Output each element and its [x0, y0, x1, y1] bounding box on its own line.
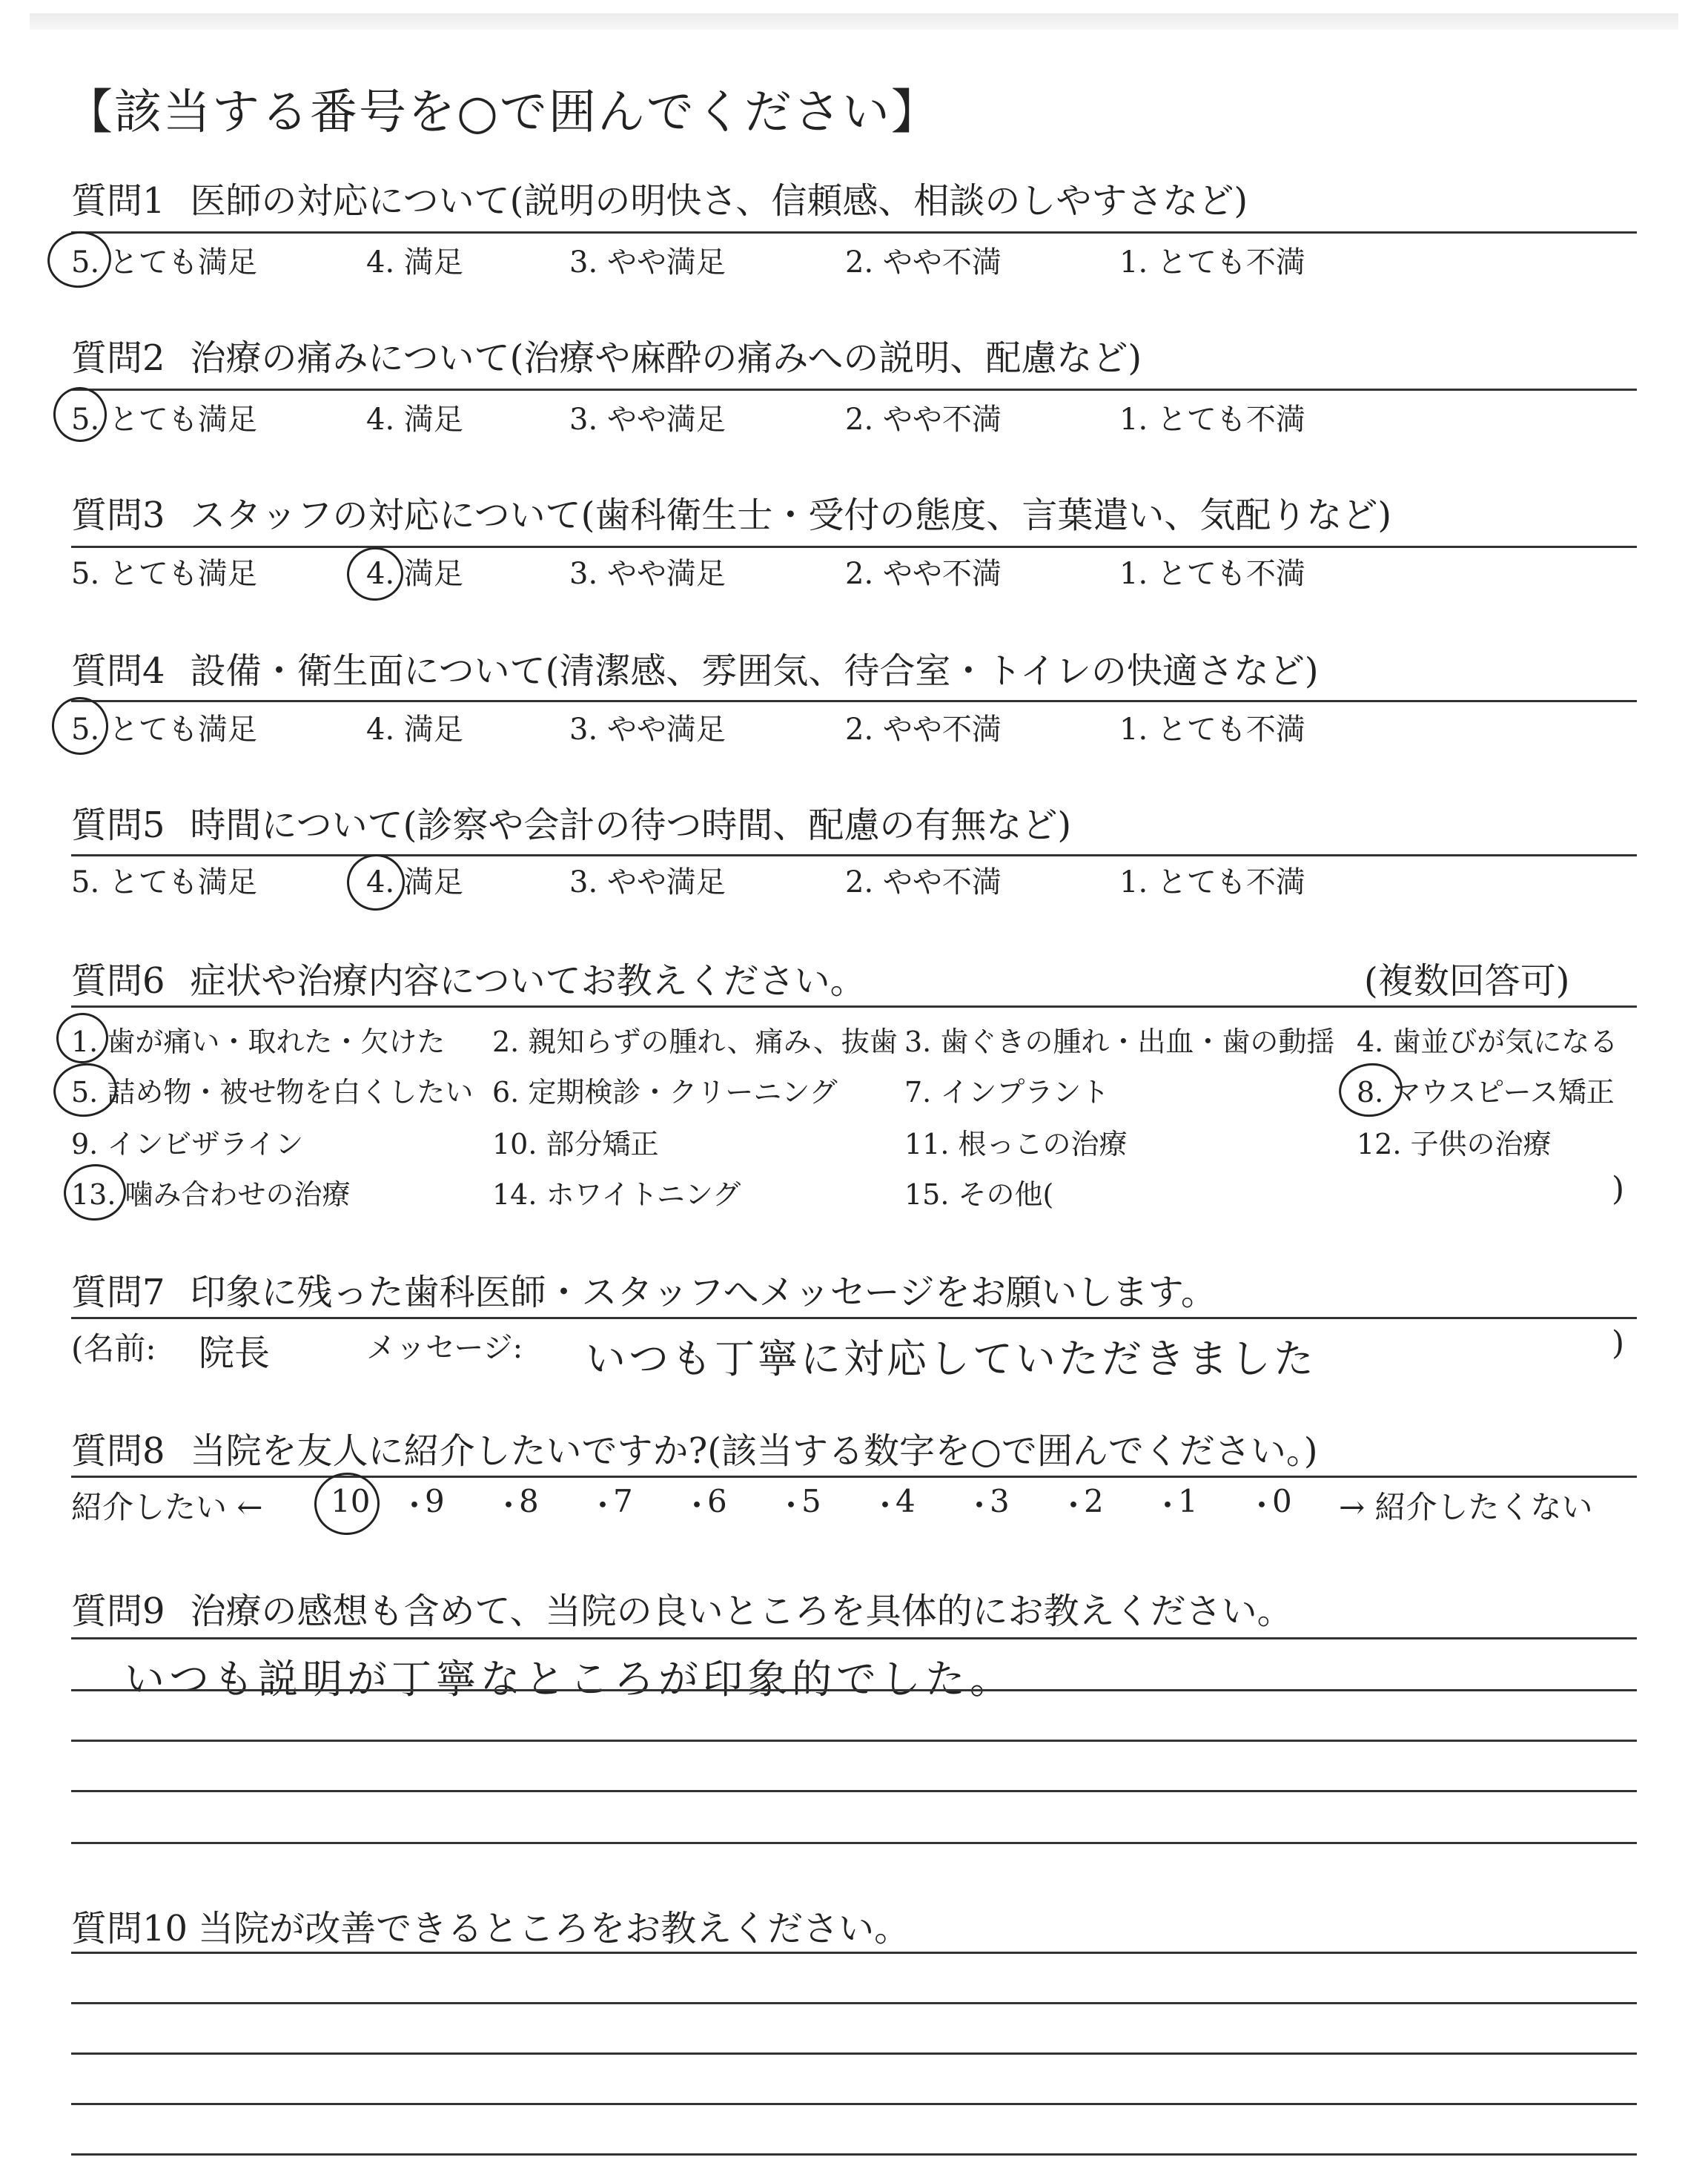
q4-selection-circle — [48, 693, 112, 759]
q2-option-5[interactable]: 5. とても満足 — [71, 403, 257, 437]
q6-selection-circle-8 — [1335, 1059, 1406, 1120]
question-number: 質問2 — [71, 337, 165, 379]
q2-option-3[interactable]: 3. やや満足 — [569, 403, 726, 437]
q3-option-5[interactable]: 5. とても満足 — [71, 557, 257, 591]
q4-option-5[interactable]: 5. とても満足 — [71, 713, 257, 747]
recommend-right-label: → 紹介したくない — [1339, 1489, 1593, 1525]
question-text: 医師の対応について(説明の明快さ、信頼感、相談のしやすさなど) — [190, 180, 1248, 222]
question-4 — [71, 642, 1319, 693]
page-title: 【該当する番号を○で囲んでください】 — [65, 85, 940, 140]
question-number: 質問7 — [71, 1272, 165, 1313]
q5-option-2[interactable]: 2. やや不満 — [845, 865, 1002, 899]
question-10 — [71, 1900, 910, 1951]
q1-selection-circle — [44, 227, 115, 291]
question-number: 質問4 — [71, 650, 165, 692]
q6-option-13[interactable]: 13. 噛み合わせの治療 — [71, 1178, 351, 1211]
question-2 — [71, 329, 1142, 380]
question-rule — [71, 1317, 1637, 1319]
question-7 — [71, 1264, 1217, 1315]
question-9 — [71, 1582, 1293, 1634]
q9-answer-handwritten[interactable]: いつも説明が丁寧なところが印象的でした。 — [125, 1656, 1014, 1702]
message-close-paren: ) — [1612, 1324, 1625, 1362]
scale-separator-dot: ・ — [775, 1487, 807, 1524]
question-8 — [71, 1422, 1318, 1473]
question-5 — [71, 796, 1071, 848]
answer-line — [71, 1790, 1637, 1792]
scale-separator-dot: ・ — [1246, 1487, 1278, 1524]
scale-separator-dot: ・ — [681, 1487, 713, 1524]
q3-option-3[interactable]: 3. やや満足 — [569, 557, 726, 591]
q6-option-7[interactable]: 7. インプラント — [904, 1076, 1110, 1109]
q5-option-4[interactable]: 4. 満足 — [366, 865, 463, 899]
q6-option-8[interactable]: 8. マウスピース矯正 — [1357, 1076, 1615, 1109]
q2-option-4[interactable]: 4. 満足 — [366, 403, 463, 437]
recommend-score-0[interactable]: 0 — [1272, 1483, 1292, 1519]
recommend-score-5[interactable]: 5 — [801, 1483, 821, 1519]
answer-line — [71, 2103, 1637, 2105]
q6-option-14[interactable]: 14. ホワイトニング — [492, 1178, 741, 1211]
answer-line — [71, 1740, 1637, 1742]
answer-line — [71, 2153, 1637, 2156]
question-rule — [71, 389, 1637, 391]
recommend-score-1[interactable]: 1 — [1178, 1483, 1198, 1519]
q1-option-4[interactable]: 4. 満足 — [366, 245, 463, 280]
q6-selection-circle-13 — [61, 1161, 128, 1223]
recommend-left-label: 紹介したい ← — [71, 1489, 263, 1525]
q6-option-6[interactable]: 6. 定期検診・クリーニング — [492, 1076, 838, 1109]
scale-separator-dot: ・ — [870, 1487, 901, 1524]
question-text: 症状や治療内容についてお教えください。 — [190, 960, 866, 1002]
question-rule — [71, 854, 1637, 856]
multiple-answers-note: (複数回答可) — [1364, 960, 1570, 1002]
q4-option-2[interactable]: 2. やや不満 — [845, 713, 1002, 747]
q6-other-close-paren: ) — [1612, 1170, 1625, 1208]
question-text: 印象に残った歯科医師・スタッフへメッセージをお願いします。 — [190, 1272, 1217, 1313]
q6-selection-circle-5 — [50, 1059, 120, 1120]
recommend-score-10[interactable]: 10 — [331, 1483, 371, 1519]
recommend-score-3[interactable]: 3 — [990, 1483, 1010, 1519]
q6-option-1[interactable]: 1. 歯が痛い・取れた・欠けた — [71, 1025, 446, 1058]
q5-option-3[interactable]: 3. やや満足 — [569, 865, 726, 899]
answer-line — [71, 2002, 1637, 2004]
q6-option-2[interactable]: 2. 親知らずの腫れ、痛み、抜歯 — [492, 1025, 898, 1058]
question-rule — [71, 1476, 1637, 1478]
recommend-score-4[interactable]: 4 — [896, 1483, 916, 1519]
question-number: 質問3 — [71, 495, 165, 536]
q1-option-1[interactable]: 1. とても不満 — [1119, 245, 1305, 280]
question-number: 質問8 — [71, 1430, 165, 1472]
q8-selection-circle — [311, 1470, 383, 1539]
question-rule — [71, 546, 1637, 548]
q4-option-1[interactable]: 1. とても不満 — [1119, 713, 1305, 747]
question-number: 質問5 — [71, 805, 165, 846]
question-1 — [71, 172, 1248, 223]
recommend-score-2[interactable]: 2 — [1084, 1483, 1104, 1519]
q1-option-2[interactable]: 2. やや不満 — [845, 245, 1002, 280]
question-text: 治療の感想も含めて、当院の良いところを具体的にお教えください。 — [190, 1591, 1293, 1632]
question-text: 設備・衛生面について(清潔感、雰囲気、待合室・トイレの快適さなど) — [190, 650, 1319, 692]
q6-option-9[interactable]: 9. インビザライン — [71, 1128, 304, 1160]
q6-option-10[interactable]: 10. 部分矯正 — [492, 1128, 659, 1160]
q3-option-1[interactable]: 1. とても不満 — [1119, 557, 1305, 591]
recommend-score-6[interactable]: 6 — [707, 1483, 727, 1519]
question-text: スタッフの対応について(歯科衛生士・受付の態度、言葉遣い、気配りなど) — [190, 495, 1392, 536]
answer-line — [71, 1689, 1637, 1691]
q2-option-1[interactable]: 1. とても不満 — [1119, 403, 1305, 437]
q1-option-5[interactable]: 5. とても満足 — [71, 245, 257, 280]
scale-separator-dot: ・ — [399, 1487, 431, 1524]
scale-separator-dot: ・ — [493, 1487, 525, 1524]
answer-line — [71, 1952, 1637, 1954]
scale-separator-dot: ・ — [587, 1487, 619, 1524]
q6-option-5[interactable]: 5. 詰め物・被せ物を白くしたい — [71, 1076, 474, 1109]
answer-line — [71, 2052, 1637, 2055]
question-6 — [71, 952, 866, 1003]
recommend-score-8[interactable]: 8 — [519, 1483, 539, 1519]
question-rule — [71, 1005, 1637, 1008]
q5-option-5[interactable]: 5. とても満足 — [71, 865, 257, 899]
q4-option-4[interactable]: 4. 満足 — [366, 713, 463, 747]
question-number: 質問1 — [71, 180, 165, 222]
q6-option-12[interactable]: 12. 子供の治療 — [1357, 1128, 1552, 1160]
scale-separator-dot: ・ — [1058, 1487, 1090, 1524]
q6-option-4[interactable]: 4. 歯並びが気になる — [1357, 1025, 1618, 1058]
scan-top-band — [30, 13, 1678, 30]
name-value-handwritten[interactable]: 院長 — [199, 1332, 271, 1374]
question-rule — [71, 700, 1637, 702]
answer-line — [71, 1842, 1637, 1844]
question-text: 時間について(診察や会計の待つ時間、配慮の有無など) — [190, 805, 1072, 846]
q6-option-3[interactable]: 3. 歯ぐきの腫れ・出血・歯の動揺 — [904, 1025, 1335, 1058]
message-label: メッセージ: — [366, 1331, 523, 1365]
question-number: 質問9 — [71, 1591, 165, 1632]
name-label: (名前: — [71, 1330, 156, 1367]
q2-option-2[interactable]: 2. やや不満 — [845, 403, 1002, 437]
question-3 — [71, 486, 1391, 538]
question-text: 当院が改善できるところをお教えください。 — [198, 1908, 910, 1949]
question-number: 質問6 — [71, 960, 165, 1002]
recommend-score-7[interactable]: 7 — [613, 1483, 633, 1519]
q6-option-11[interactable]: 11. 根っこの治療 — [904, 1128, 1128, 1160]
q3-option-2[interactable]: 2. やや不満 — [845, 557, 1002, 591]
question-rule — [71, 231, 1637, 234]
q5-option-1[interactable]: 1. とても不満 — [1119, 865, 1305, 899]
question-number: 質問10 — [71, 1908, 188, 1949]
question-text: 当院を友人に紹介したいですか?(該当する数字を○で囲んでください。) — [190, 1430, 1318, 1472]
q1-option-3[interactable]: 3. やや満足 — [569, 245, 726, 280]
question-text: 治療の痛みについて(治療や麻酔の痛みへの説明、配慮など) — [190, 337, 1142, 379]
answer-line — [71, 1637, 1637, 1639]
scale-separator-dot: ・ — [1152, 1487, 1184, 1524]
recommend-score-9[interactable]: 9 — [425, 1483, 445, 1519]
message-value-handwritten[interactable]: いつも丁寧に対応していただきました — [586, 1335, 1317, 1382]
q3-option-4[interactable]: 4. 満足 — [366, 557, 463, 591]
scale-separator-dot: ・ — [964, 1487, 996, 1524]
q6-option-15[interactable]: 15. その他( — [904, 1178, 1054, 1211]
q4-option-3[interactable]: 3. やや満足 — [569, 713, 726, 747]
